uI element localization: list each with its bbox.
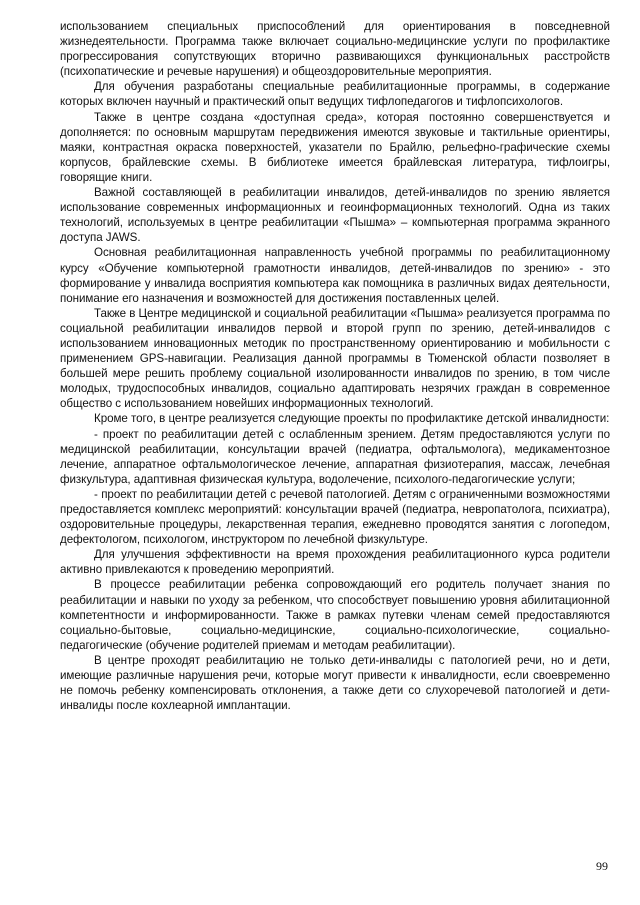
paragraph: Для обучения разработаны специальные реабилитационные программы, в содержание которых включен научный и практический опыт ведущих тифлопедагогов и тифлопсихологов. [60,80,610,109]
paragraph: Важной составляющей в реабилитации инвалидов, детей-инвалидов по зрению является использование современных информационных и геоинформационных технологий. Одна из таких технологий, используемых в центре реабилитации «Пышма» – компьютерная программа экранного доступа JAWS. [60,186,610,245]
paragraph: Также в центре создана «доступная среда», которая постоянно совершенствуется и дополняется: по основным маршрутам передвижения имеются звуковые и тактильные ориентиры, маяки, контрастная окраска поверхностей, указатели по Брайлю, рельефно-графические схемы корпусов, брайлевские схемы. В библиотеке имеется брайлевская литература, тифлоигры, говорящие книги. [60,110,610,184]
paragraph: Также в Центре медицинской и социальной реабилитации «Пышма» реализуется программа по социальной реабилитации инвалидов первой и второй групп по зрению, детей-инвалидов с использованием инновационных методик по пространственному ориентированию и мобильности с применением GPS-навигации. Реализация данной программы в Тюменской области позволяет в большей мере решить проблему социальной изолированности инвалидов по зрению, в том числе молодых, трудоспособных инвалидов, социально адаптировать незрячих граждан в современное общество с использованием новейших информационных технологий. [60,306,610,411]
paragraph: использованием специальных приспособлений для ориентирования в повседневной жизнедеятельности. Программа также включает социально-медицинские услуги по профилактике прогрессирования сопутствующих вторично развивающихся функциональных расстройств (психопатические и речевые нарушения) и общеоздоровительные мероприятия. [60,20,610,79]
page-number: 99 [596,859,608,873]
paragraph: В процессе реабилитации ребенка сопровождающий его родитель получает знания по реабилитации и навыки по уходу за ребенком, что способствует повышению уровня абилитационной компетентности и информированности. Также в рамках путевки членам семей предоставляются социально-бытовые, социально-медицинские, социально-психологические, социально-педагогические (обучение родителей приемам и методам реабилитации). [60,578,610,652]
paragraph: Основная реабилитационная направленность учебной программы по реабилитационному курсу «Обучение компьютерной грамотности инвалидов, детей-инвалидов по зрению» - это формирование у инвалида восприятия компьютера как помощника в различных видах деятельности, понимание его назначения и возможностей для достижения поставленных целей. [60,246,610,305]
paragraph: Кроме того, в центре реализуется следующие проекты по профилактике детской инвалидности: [94,412,610,426]
paragraph: Для улучшения эффективности на время прохождения реабилитационного курса родители активно привлекаются к проведению мероприятий. [60,548,610,577]
body-text [60,19,610,713]
list-item: - проект по реабилитации детей с ослабленным зрением. Детям предоставляются услуги по медицинской реабилитации, консультации врачей (педиатра, офтальмолога), медикаментозное лечение, аппаратное офтальмологическое лечение, аппаратная физиотерапия, массаж, лечебная физкультура, адаптивная физическая культура, водолечение, психолого-педагогические услуги; [60,427,610,486]
paragraph: В центре проходят реабилитацию не только дети-инвалиды с патологией речи, но и дети, имеющие различные нарушения речи, которые могут привести к инвалидности, если своевременно не помочь ребенку компенсировать отклонения, а также дети со слухоречевой патологией и дети-инвалиды после кохлеарной имплантации. [60,653,610,713]
list-item: - проект по реабилитации детей с речевой патологией. Детям с ограниченными возможностями предоставляется комплекс мероприятий: консультации врачей (педиатра, невропатолога, психиатра), оздоровительные процедуры, лекарственная терапия, ежедневно проводятся занятия с логопедом, дефектологом, психологом, инструктором по лечебной физкультуре. [60,487,610,547]
